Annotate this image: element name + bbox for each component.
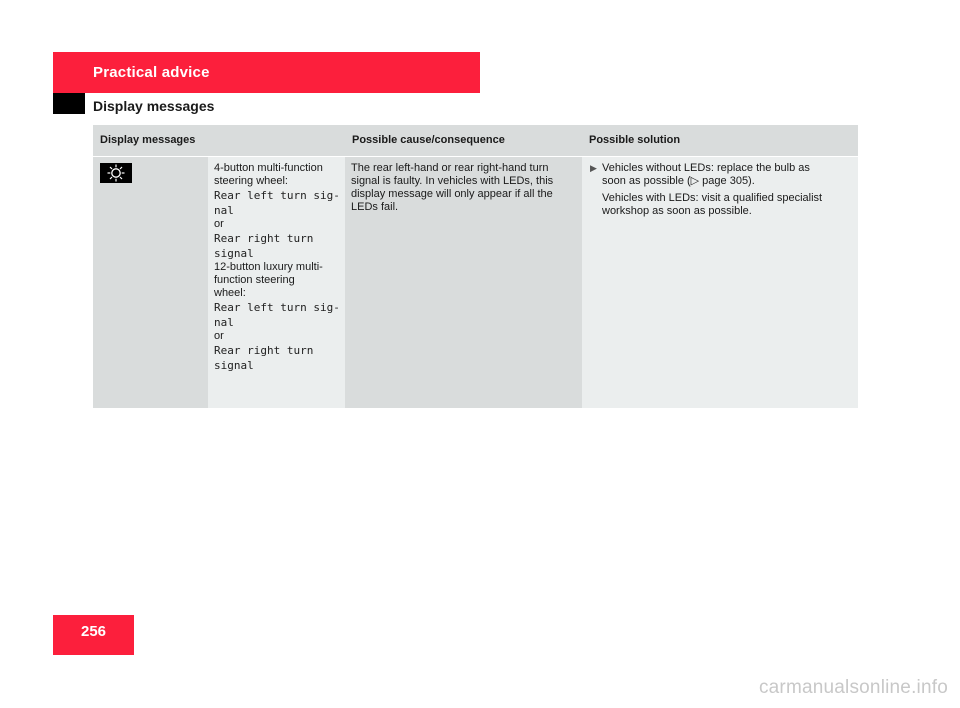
solution-cell — [582, 157, 858, 408]
display-text-rear-left: Rear left turn sig- — [214, 301, 340, 314]
solution-line: soon as possible (▷ page 305). — [602, 175, 755, 187]
display-text-rear-left: nal — [214, 316, 234, 329]
table-header — [93, 125, 858, 157]
page-number: 256 — [80, 623, 107, 640]
message-line: 12-button luxury multi- — [214, 261, 323, 273]
message-line: or — [214, 218, 224, 230]
cause-cell — [345, 157, 582, 408]
column-header-solution: Possible solution — [589, 134, 681, 146]
display-text-rear-left: Rear left turn sig- — [214, 189, 340, 202]
page-number-box — [53, 615, 134, 655]
message-line: steering wheel: — [214, 175, 288, 187]
message-line: function steering — [214, 274, 295, 286]
cause-line: LEDs fail. — [351, 201, 399, 213]
display-text-rear-right: Rear right turn — [214, 232, 314, 245]
step-arrow-icon: ▶ — [590, 163, 597, 173]
symbol-cell — [93, 157, 208, 408]
section-title: Practical advice — [93, 64, 210, 81]
message-text-cell — [208, 157, 345, 408]
bulb-failure-icon — [100, 163, 132, 183]
page-subtitle: Display messages — [93, 98, 215, 114]
cause-line: display message will only appear if all the — [351, 188, 553, 200]
cause-line: signal is faulty. In vehicles with LEDs, this — [351, 175, 554, 187]
display-text-rear-left: nal — [214, 204, 234, 217]
solution-line: workshop as soon as possible. — [602, 205, 752, 217]
message-line: wheel: — [214, 287, 246, 299]
display-text-rear-right: signal — [214, 359, 254, 372]
watermark: carmanualsonline.info — [758, 677, 948, 698]
display-text-rear-right: signal — [214, 247, 254, 260]
display-messages-table — [93, 125, 858, 408]
message-line: 4-button multi-function — [214, 162, 323, 174]
section-marker — [53, 93, 85, 114]
solution-note — [590, 192, 850, 218]
solution-step — [590, 162, 850, 188]
column-header-display-messages: Display messages — [100, 134, 196, 146]
table-row — [93, 157, 858, 408]
display-text-rear-right: Rear right turn — [214, 344, 314, 357]
solution-line: Vehicles without LEDs: replace the bulb as — [602, 162, 810, 174]
cause-line: The rear left-hand or rear right-hand turn — [351, 162, 549, 174]
solution-line: Vehicles with LEDs: visit a qualified specialist — [602, 192, 823, 204]
message-line: or — [214, 330, 224, 342]
column-header-cause: Possible cause/consequence — [352, 134, 505, 146]
